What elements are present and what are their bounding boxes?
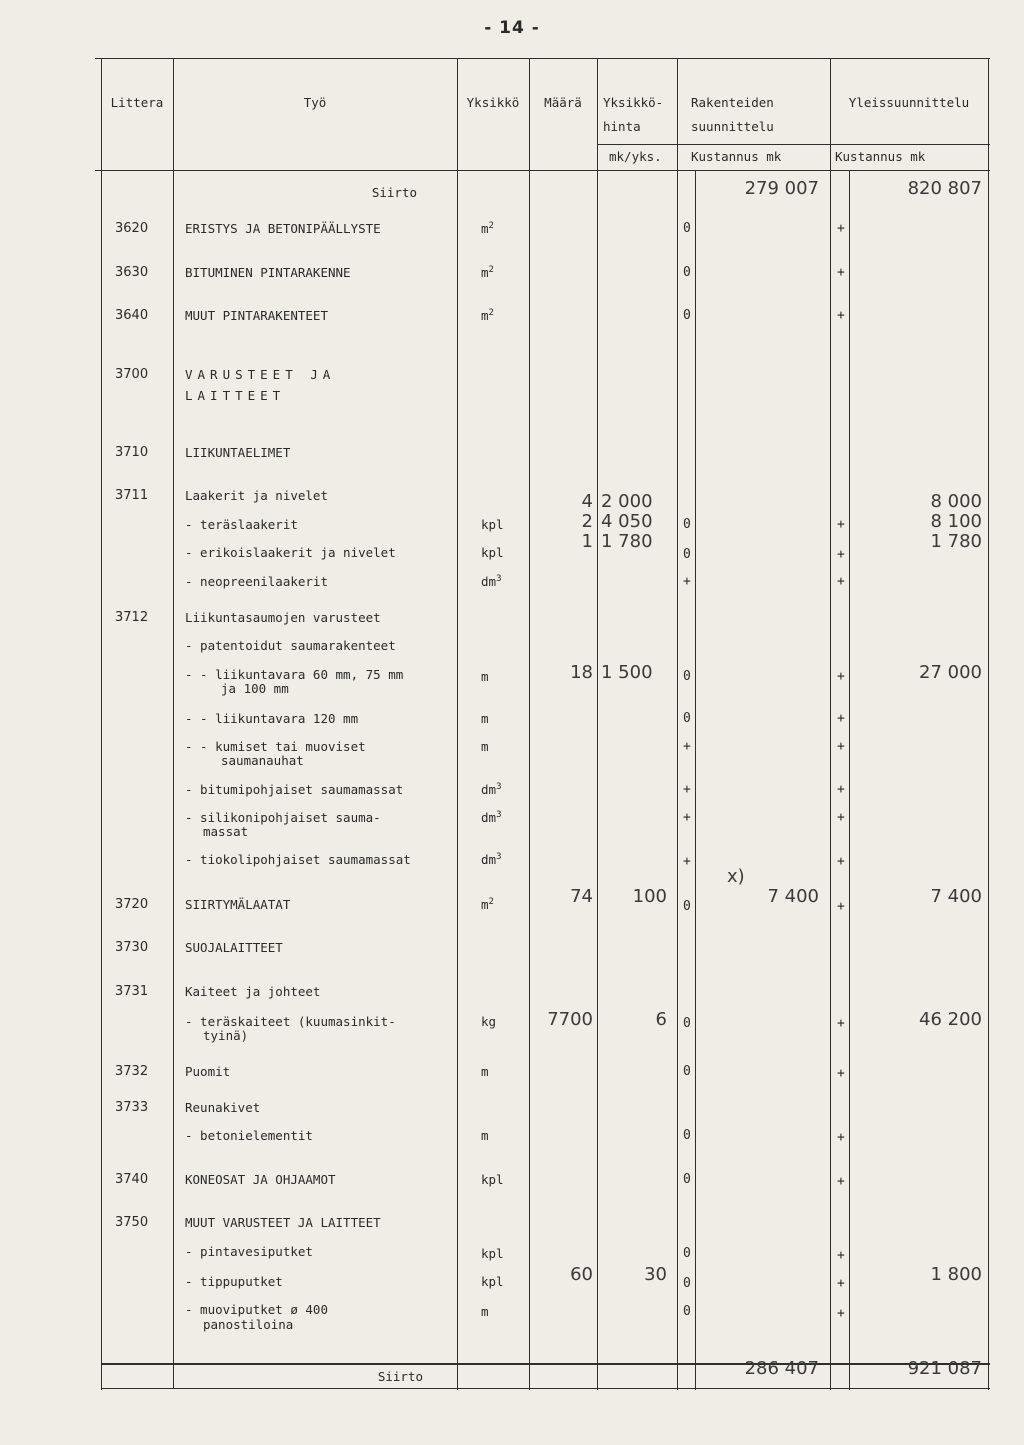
row-kumiset-work: - - kumiset tai muoviset xyxy=(185,739,366,754)
col-divider-rakenteiden xyxy=(830,58,831,1390)
row-3732-code: 3732 xyxy=(115,1064,149,1079)
row-3711-work: Laakerit ja nivelet xyxy=(185,488,328,503)
row-teraslaakerit-rak-mark: 0 xyxy=(683,517,691,532)
header-yleis-unit: Kustannus mk xyxy=(835,149,926,164)
row-erikoislaakerit-yleis: 8 100 xyxy=(930,511,982,532)
row-kumiset-yleis-mark: + xyxy=(837,739,845,754)
row-betonielementit-unit: m xyxy=(481,1128,489,1143)
row-liikuntavara-120-rak-mark: 0 xyxy=(683,711,691,726)
row-3700-work-line2: LAITTEET xyxy=(185,388,286,403)
row-3630-unit: $m^2$ xyxy=(481,264,494,280)
row-teraskaiteet-yleis: 46 200 xyxy=(919,1009,982,1030)
row-muoviputket-work-line2: panostiloina xyxy=(203,1317,294,1332)
row-liikuntavara-60-price: 1 500 xyxy=(601,662,653,683)
row-silikonipohjaiset-rak-mark: + xyxy=(683,810,691,825)
row-teraskaiteet-rak-mark: 0 xyxy=(683,1016,691,1031)
row-3620-work: ERISTYS JA BETONIPÄÄLLYSTE xyxy=(185,221,381,236)
header-bottom-border xyxy=(95,170,990,171)
col-divider-yksikko xyxy=(529,58,530,1390)
row-neopreenilaakerit-yleis-mark: + xyxy=(837,574,845,589)
row-3740-unit: kpl xyxy=(481,1172,504,1187)
row-erikoislaakerit-work: - erikoislaakerit ja nivelet xyxy=(185,545,396,560)
row-3640-unit: $m^2$ xyxy=(481,307,494,323)
col-divider-tyo xyxy=(457,58,458,1390)
table-right-border xyxy=(988,58,989,1390)
row-erikoislaakerit-qty: 2 xyxy=(581,511,593,532)
row-teraslaakerit-yleis-mark: + xyxy=(837,517,845,532)
row-3731-work: Kaiteet ja johteet xyxy=(185,984,321,999)
col-divider-maara xyxy=(597,58,598,1390)
row-3640-rak-mark: 0 xyxy=(683,308,691,323)
row-betonielementit-rak-mark: 0 xyxy=(683,1128,691,1143)
header-maara: Määrä xyxy=(544,95,582,110)
row-3733-code: 3733 xyxy=(115,1100,149,1115)
header-rakenteiden-2: suunnittelu xyxy=(691,119,774,134)
row-muoviputket-work: - muoviputket ø 400 xyxy=(185,1302,328,1317)
row-silikonipohjaiset-unit: $dm^3$ xyxy=(481,809,502,825)
row-kumiset-rak-mark: + xyxy=(683,739,691,754)
row-3711-code: 3711 xyxy=(115,488,149,503)
header-yksikkohinta-1: Yksikkö- xyxy=(603,95,664,110)
row-3720-unit: $m^2$ xyxy=(481,896,494,912)
row-3750-code: 3750 xyxy=(115,1215,149,1230)
row-3733-work: Reunakivet xyxy=(185,1100,261,1115)
row-extra-qty: 1 xyxy=(581,531,593,552)
row-3740-work: KONEOSAT JA OHJAAMOT xyxy=(185,1172,336,1187)
row-tippuputket-qty: 60 xyxy=(570,1264,593,1285)
footer-siirto-label: Siirto xyxy=(377,1369,423,1384)
col-divider-hinta xyxy=(677,58,678,1390)
table-bottom-border xyxy=(101,1388,990,1389)
row-pintavesiputket-yleis-mark: + xyxy=(837,1248,845,1263)
col-divider-yleis-mark xyxy=(849,170,850,1390)
row-3620-unit: $m^2$ xyxy=(481,220,494,236)
row-bitumipohjaiset-rak-mark: + xyxy=(683,782,691,797)
row-siirto-rak: 279 007 xyxy=(744,178,819,199)
row-3732-work: Puomit xyxy=(185,1064,231,1079)
row-teraskaiteet-yleis-mark: + xyxy=(837,1016,845,1031)
row-silikonipohjaiset-work: - silikonipohjaiset sauma- xyxy=(185,810,381,825)
row-muoviputket-rak-mark: 0 xyxy=(683,1304,691,1319)
row-3712-work: Liikuntasaumojen varusteet xyxy=(185,610,381,625)
row-3620-yleis-mark: + xyxy=(837,221,845,236)
row-3720-rak-mark: 0 xyxy=(683,899,691,914)
row-3740-yleis-mark: + xyxy=(837,1174,845,1189)
row-liikuntavara-60-yleis: 27 000 xyxy=(919,662,982,683)
row-bitumipohjaiset-yleis-mark: + xyxy=(837,782,845,797)
row-erikoislaakerit-price: 4 050 xyxy=(601,511,653,532)
row-extra-price: 1 780 xyxy=(601,531,653,552)
row-3700-code: 3700 xyxy=(115,367,149,382)
row-pintavesiputket-work: - pintavesiputket xyxy=(185,1244,313,1259)
row-3710-work: LIIKUNTAELIMET xyxy=(185,445,291,460)
table-left-border xyxy=(101,58,102,1390)
row-teraslaakerit-qty: 4 xyxy=(581,491,593,512)
footer-siirto-yleis: 921 087 xyxy=(907,1358,982,1379)
row-neopreenilaakerit-work: - neopreenilaakerit xyxy=(185,574,328,589)
row-tippuputket-work: - tippuputket xyxy=(185,1274,283,1289)
row-muoviputket-yleis-mark: + xyxy=(837,1306,845,1321)
row-3620-code: 3620 xyxy=(115,221,149,236)
row-teraskaiteet-work-line2: tyinä) xyxy=(203,1028,249,1043)
header-yksikkohinta-unit: mk/yks. xyxy=(609,149,662,164)
row-3640-work: MUUT PINTARAKENTEET xyxy=(185,308,328,323)
row-betonielementit-work: - betonielementit xyxy=(185,1128,313,1143)
row-3640-yleis-mark: + xyxy=(837,308,845,323)
row-3720-rak: 7 400 xyxy=(767,886,819,907)
row-extra-yleis: 1 780 xyxy=(930,531,982,552)
col-divider-rak-mark xyxy=(695,170,696,1390)
row-tippuputket-yleis-mark: + xyxy=(837,1276,845,1291)
header-unit-divider xyxy=(597,144,990,145)
row-teraskaiteet-unit: kg xyxy=(481,1014,497,1029)
row-3732-unit: m xyxy=(481,1064,489,1079)
row-bitumipohjaiset-work: - bitumipohjaiset saumamassat xyxy=(185,782,404,797)
row-3620-rak-mark: 0 xyxy=(683,221,691,236)
header-yksikko: Yksikkö xyxy=(466,95,520,110)
header-rakenteiden-1: Rakenteiden xyxy=(691,95,774,110)
row-3732-rak-mark: 0 xyxy=(683,1064,691,1079)
page-number: - 14 - xyxy=(484,18,540,38)
row-teraslaakerit-unit: kpl xyxy=(481,517,504,532)
row-3732-yleis-mark: + xyxy=(837,1066,845,1081)
row-liikuntavara-120-yleis-mark: + xyxy=(837,711,845,726)
row-3710-code: 3710 xyxy=(115,445,149,460)
row-3640-code: 3640 xyxy=(115,308,149,323)
row-neopreenilaakerit-unit: $dm^3$ xyxy=(481,573,502,589)
row-siirto-yleis: 820 807 xyxy=(907,178,982,199)
row-bitumipohjaiset-unit: $dm^3$ xyxy=(481,781,502,797)
row-liikuntavara-60-qty: 18 xyxy=(570,662,593,683)
row-tippuputket-yleis: 1 800 xyxy=(930,1264,982,1285)
row-muoviputket-unit: m xyxy=(481,1304,489,1319)
row-liikuntavara-120-unit: m xyxy=(481,711,489,726)
row-siirto-label: Siirto xyxy=(371,185,417,200)
row-liikuntavara-60-yleis-mark: + xyxy=(837,669,845,684)
row-kumiset-unit: m xyxy=(481,739,489,754)
row-3750-work: MUUT VARUSTEET JA LAITTEET xyxy=(185,1215,381,1230)
row-liikuntavara-120-work: - - liikuntavara 120 mm xyxy=(185,711,359,726)
header-tyo: Työ xyxy=(303,95,327,110)
row-3720-code: 3720 xyxy=(115,897,149,912)
row-teraslaakerit-yleis: 8 000 xyxy=(930,491,982,512)
header-yleissuunnittelu: Yleissuunnittelu xyxy=(848,95,970,110)
row-teraskaiteet-work: - teräskaiteet (kuumasinkit- xyxy=(185,1014,396,1029)
row-tiokolipohjaiset-work: - tiokolipohjaiset saumamassat xyxy=(185,852,411,867)
row-3630-code: 3630 xyxy=(115,265,149,280)
row-silikonipohjaiset-yleis-mark: + xyxy=(837,810,845,825)
cost-table xyxy=(95,58,990,1391)
row-3730-work: SUOJALAITTEET xyxy=(185,940,283,955)
row-liikuntavara-60-unit: m xyxy=(481,669,489,684)
col-divider-littera xyxy=(173,58,174,1388)
row-erikoislaakerit-yleis-mark: + xyxy=(837,547,845,562)
row-3712-code: 3712 xyxy=(115,610,149,625)
row-patentoidut-work: - patentoidut saumarakenteet xyxy=(185,638,396,653)
footer-siirto-rak: 286 407 xyxy=(744,1358,819,1379)
row-teraskaiteet-qty: 7700 xyxy=(547,1009,593,1030)
row-tiokolipohjaiset-unit: $dm^3$ xyxy=(481,851,502,867)
row-erikoislaakerit-rak-mark: 0 xyxy=(683,547,691,562)
row-3731-code: 3731 xyxy=(115,984,149,999)
row-3720-work: SIIRTYMÄLAATAT xyxy=(185,897,291,912)
row-3740-rak-mark: 0 xyxy=(683,1172,691,1187)
header-rakenteiden-unit: Kustannus mk xyxy=(691,149,782,164)
row-teraslaakerit-price: 2 000 xyxy=(601,491,653,512)
header-yksikkohinta-2: hinta xyxy=(603,119,641,134)
row-betonielementit-yleis-mark: + xyxy=(837,1130,845,1145)
row-erikoislaakerit-unit: kpl xyxy=(481,545,504,560)
row-3630-work: BITUMINEN PINTARAKENNE xyxy=(185,265,351,280)
row-tiokolipohjaiset-yleis-mark: + xyxy=(837,854,845,869)
row-tippuputket-price: 30 xyxy=(644,1264,667,1285)
row-tippuputket-rak-mark: 0 xyxy=(683,1276,691,1291)
header-littera: Littera xyxy=(110,95,164,110)
row-3720-price: 100 xyxy=(632,886,667,907)
row-liikuntavara-60-work: - - liikuntavara 60 mm, 75 mm xyxy=(185,667,404,682)
row-3720-note: x) xyxy=(727,866,745,887)
row-pintavesiputket-unit: kpl xyxy=(481,1246,504,1261)
row-tiokolipohjaiset-rak-mark: + xyxy=(683,854,691,869)
row-3720-yleis-mark: + xyxy=(837,899,845,914)
row-3730-code: 3730 xyxy=(115,940,149,955)
row-3700-work: VARUSTEET JA xyxy=(185,367,336,382)
row-kumiset-work-line2: saumanauhat xyxy=(221,753,304,768)
row-silikonipohjaiset-work-line2: massat xyxy=(203,824,249,839)
row-3720-yleis: 7 400 xyxy=(930,886,982,907)
row-liikuntavara-60-rak-mark: 0 xyxy=(683,669,691,684)
row-3630-yleis-mark: + xyxy=(837,265,845,280)
row-teraslaakerit-work: - teräslaakerit xyxy=(185,517,298,532)
row-pintavesiputket-rak-mark: 0 xyxy=(683,1246,691,1261)
row-tippuputket-unit: kpl xyxy=(481,1274,504,1289)
row-3740-code: 3740 xyxy=(115,1172,149,1187)
row-3630-rak-mark: 0 xyxy=(683,265,691,280)
row-3720-qty: 74 xyxy=(570,886,593,907)
row-neopreenilaakerit-rak-mark: + xyxy=(683,574,691,589)
row-teraskaiteet-price: 6 xyxy=(655,1009,667,1030)
table-top-border xyxy=(95,58,990,59)
row-liikuntavara-60-work-line2: ja 100 mm xyxy=(221,681,289,696)
